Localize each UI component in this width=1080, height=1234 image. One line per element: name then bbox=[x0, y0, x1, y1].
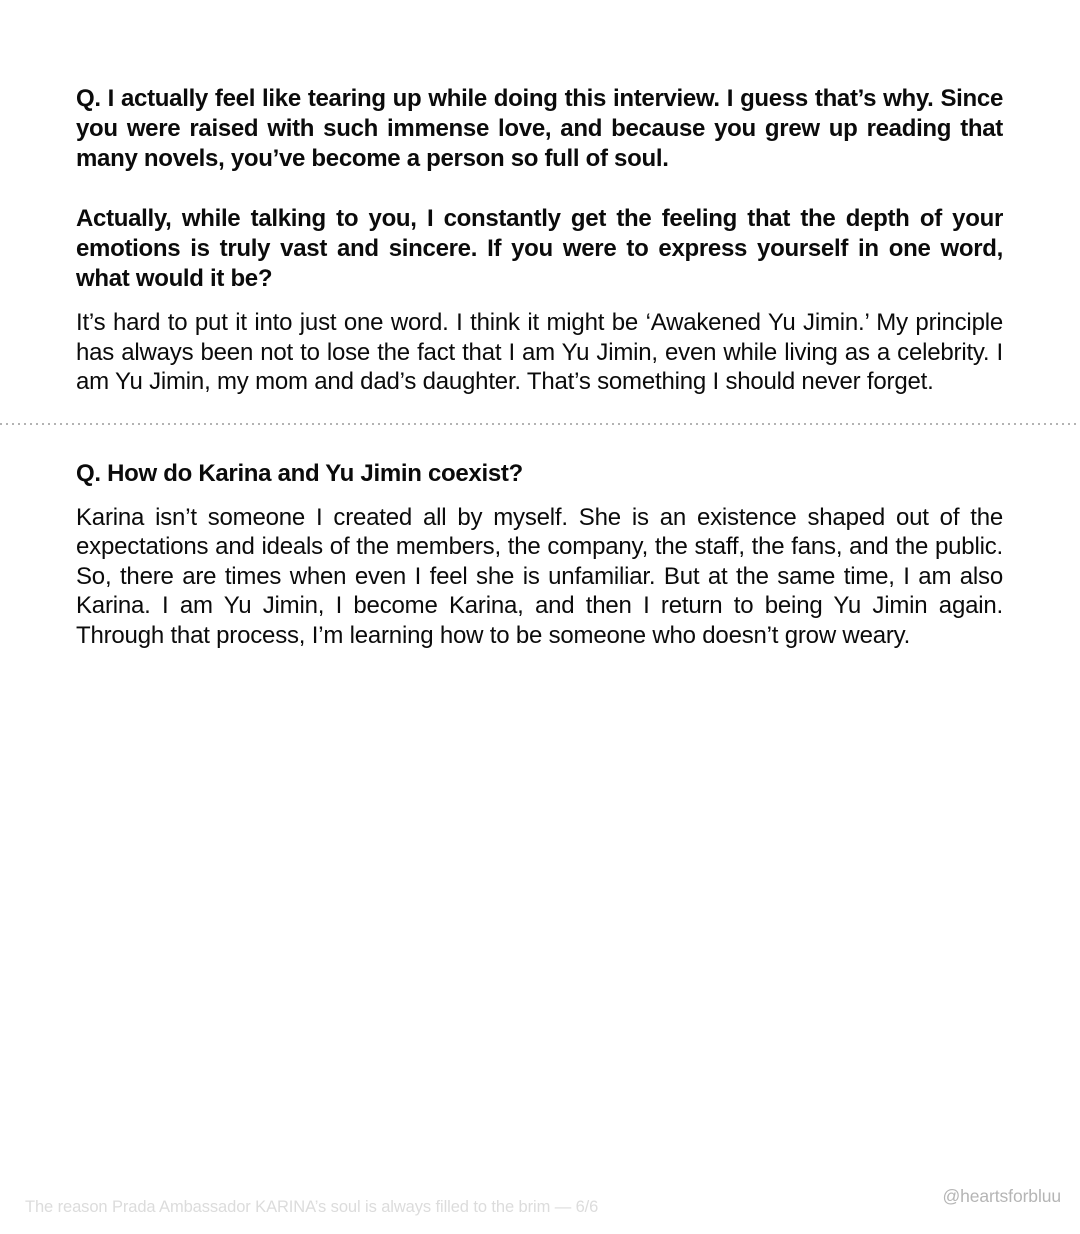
footer-credit-handle: @heartsforbluu bbox=[942, 1186, 1061, 1206]
question-paragraph-2: Actually, while talking to you, I constantly get the feeling that the depth of your emotions is truly vast and sincere. If you were to express yourself in one word, what would it be? bbox=[76, 205, 1003, 292]
question-paragraph-1: Q. I actually feel like tearing up while doing this interview. I guess that’s why. Since you were raised with such immense love, and because you grew up reading that many novels, you’ve become a person so full of soul. bbox=[76, 85, 1003, 172]
answer-paragraph-1: It’s hard to put it into just one word. I think it might be ‘Awakened Yu Jimin.’ My principle has always been not to lose the fact that I am Yu Jimin, even while living as a celebrity. I am Yu Jimin, my mom and dad’s daughter. That’s something I should never forget. bbox=[76, 309, 1003, 395]
answer-paragraph-2: Karina isn’t someone I created all by myself. She is an existence shaped out of the expectations and ideals of the members, the company, the staff, the fans, and the public. So, there are times when even I feel she is unfamiliar. But at the same time, I am also Karina. I am Yu Jimin, I become Karina, and then I return to being Yu Jimin again. Through that process, I’m learning how to be someone who doesn’t grow weary. bbox=[76, 503, 1003, 649]
footer-caption: The reason Prada Ambassador KARINA’s soul is always filled to the brim — 6/6 bbox=[25, 1198, 599, 1216]
dotted-section-divider bbox=[0, 423, 1080, 425]
question-heading-2: Q. How do Karina and Yu Jimin coexist? bbox=[76, 459, 523, 487]
